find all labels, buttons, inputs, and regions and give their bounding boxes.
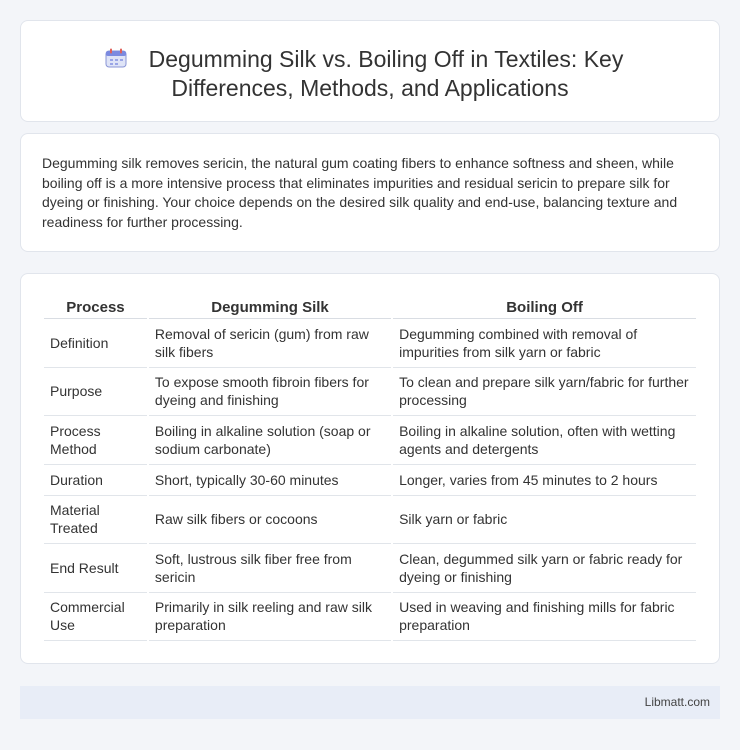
- boiling-off-cell: To clean and prepare silk yarn/fabric for further processing: [393, 368, 696, 417]
- boiling-off-cell: Used in weaving and finishing mills for fabric preparation: [393, 593, 696, 642]
- table-row: [44, 368, 696, 417]
- row-label: Commercial Use: [44, 593, 147, 642]
- degumming-cell: Soft, lustrous silk fiber free from sericin: [149, 544, 391, 593]
- table-row: [44, 465, 696, 496]
- row-label: Duration: [44, 465, 147, 496]
- table-row: [44, 496, 696, 545]
- row-label: Purpose: [44, 368, 147, 417]
- row-label: End Result: [44, 544, 147, 593]
- degumming-cell: Primarily in silk reeling and raw silk preparation: [149, 593, 391, 642]
- table-row: [44, 319, 696, 368]
- table-row: [44, 544, 696, 593]
- boiling-off-cell: Longer, varies from 45 minutes to 2 hours: [393, 465, 696, 496]
- footer-site-link[interactable]: Libmatt.com: [644, 695, 710, 709]
- comparison-table-card: [20, 273, 720, 664]
- table-row: [44, 416, 696, 465]
- table-header-row: [44, 296, 696, 319]
- row-label: Process Method: [44, 416, 147, 465]
- degumming-cell: Removal of sericin (gum) from raw silk fibers: [149, 319, 391, 368]
- header-boiling-off: Boiling Off: [393, 296, 696, 319]
- summary-card: [20, 133, 720, 252]
- degumming-cell: To expose smooth fibroin fibers for dyeing and finishing: [149, 368, 391, 417]
- title-line-2: Differences, Methods, and Applications: [171, 75, 569, 101]
- comparison-table: [42, 296, 698, 641]
- boiling-off-cell: Degumming combined with removal of impurities from silk yarn or fabric: [393, 319, 696, 368]
- boiling-off-cell: Silk yarn or fabric: [393, 496, 696, 545]
- title-line-1: Degumming Silk vs. Boiling Off in Textiles: Key: [148, 46, 624, 72]
- degumming-cell: Raw silk fibers or cocoons: [149, 496, 391, 545]
- boiling-off-cell: Clean, degummed silk yarn or fabric ready for dyeing or finishing: [393, 544, 696, 593]
- degumming-cell: Short, typically 30-60 minutes: [149, 465, 391, 496]
- page-title: [21, 45, 719, 103]
- degumming-cell: Boiling in alkaline solution (soap or sodium carbonate): [149, 416, 391, 465]
- row-label: Definition: [44, 319, 147, 368]
- row-label: Material Treated: [44, 496, 147, 545]
- header-process: Process: [44, 296, 147, 319]
- footer-bar: [20, 686, 720, 719]
- summary-text: Degumming silk removes sericin, the natural gum coating fibers to enhance softness and sheen, while boiling off is a more intensive process that eliminates impurities and residual sericin to prepare silk for dyeing or finishing. Your choice depends on the desired silk quality and end-use, balancing texture and readiness for further processing.: [42, 155, 678, 230]
- header-degumming-silk: Degumming Silk: [149, 296, 391, 319]
- boiling-off-cell: Boiling in alkaline solution, often with wetting agents and detergents: [393, 416, 696, 465]
- title-card: [20, 20, 720, 122]
- table-row: [44, 593, 696, 642]
